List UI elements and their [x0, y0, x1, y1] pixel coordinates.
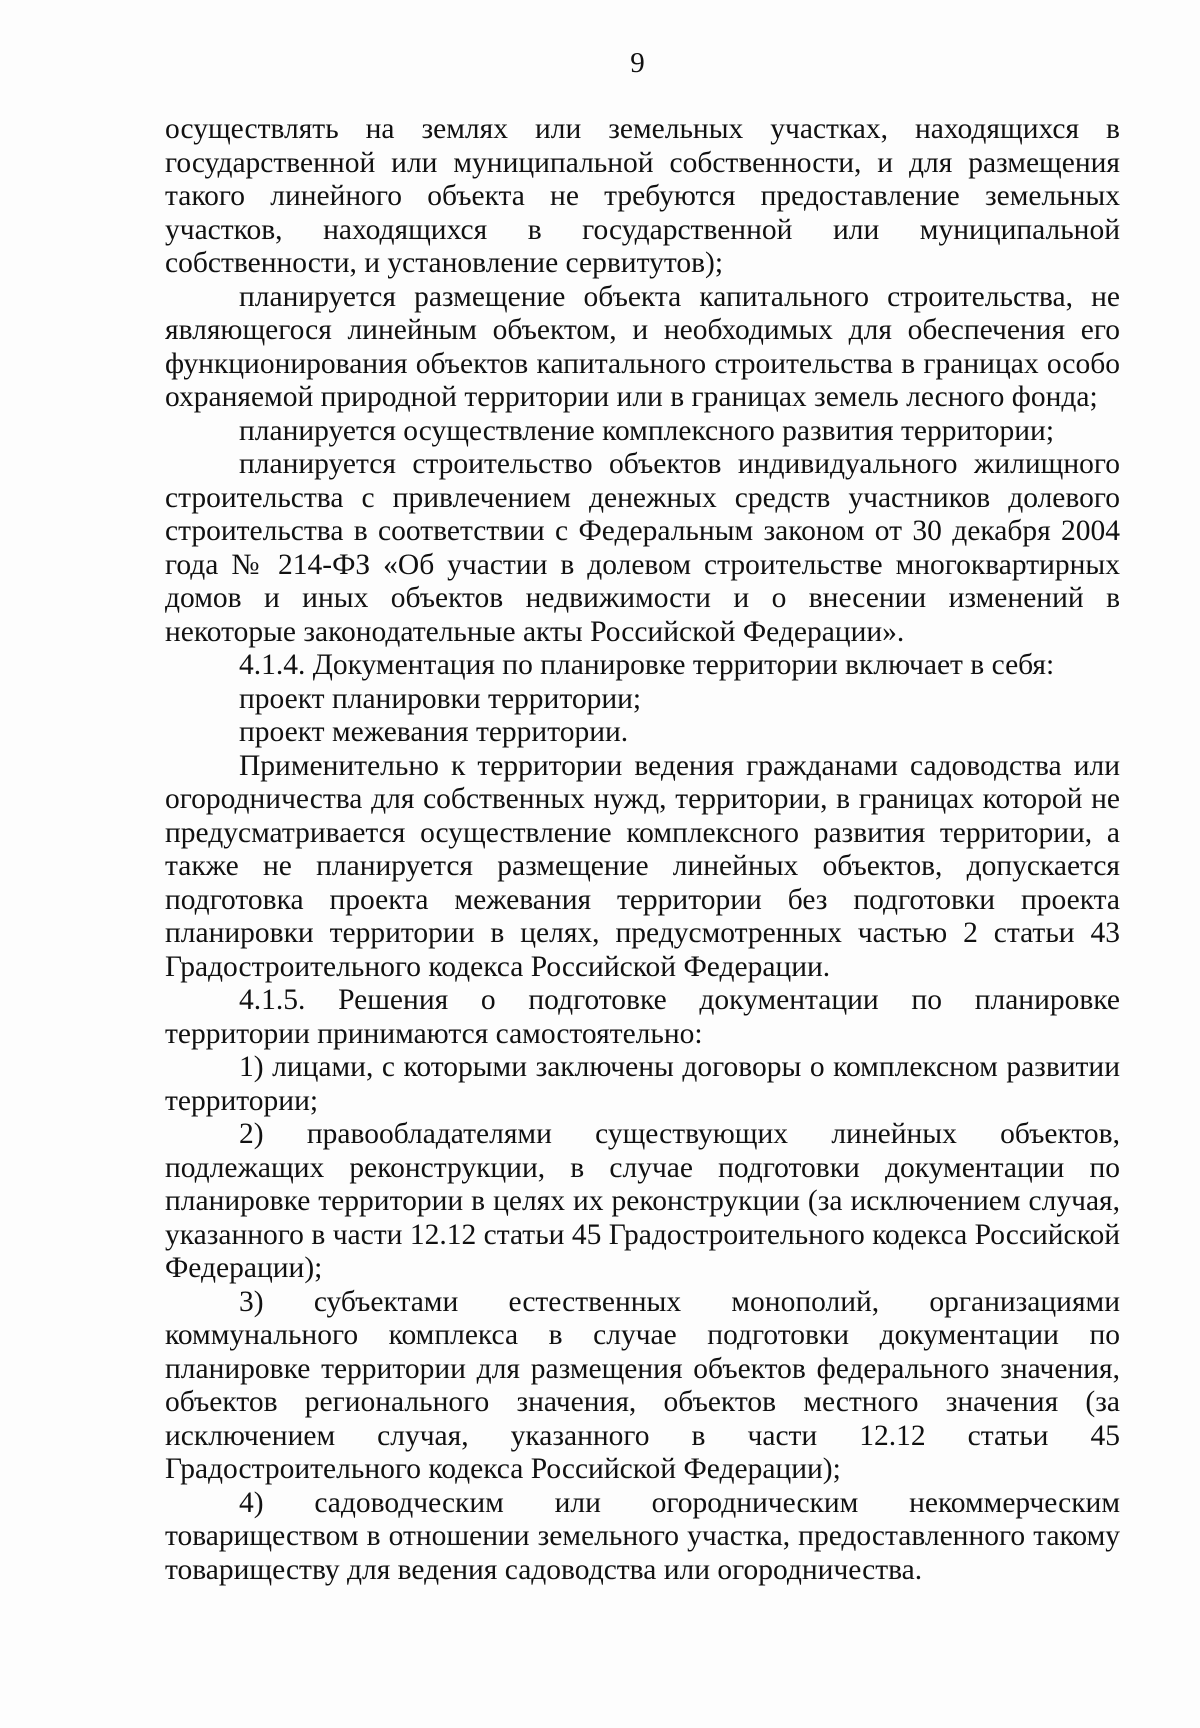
paragraph-4-1-4: 4.1.4. Документация по планировке территории включает в себя: — [239, 649, 1055, 681]
paragraph-individual-housing: планируется строительство объектов индивидуального жилищного строительства с привлечением денежных средств участников долевого строительства в соответствии с Федеральным законом от 30 декабря 2004 года № 214-ФЗ «Об участии в долевом строительстве многоквартирных домов и иных объектов недвижимости и о внесении изменений в некоторые законодательные акты Российской Федерации». — [165, 448, 1120, 648]
list-item-3: 3) субъектами естественных монополий, организациями коммунального комплекса в случае подготовки документации по планировке территории для размещения объектов федерального значения, объектов регионального значения, объектов местного значения (за исключением случая, указанного в части 12.12 статьи 45 Градостроительного кодекса Российской Федерации); — [165, 1285, 1120, 1485]
paragraph-4-1-5: 4.1.5. Решения о подготовке документации по планировке территории принимаются самостоятельно: — [165, 984, 1120, 1050]
paragraph-continuation: осуществлять на землях или земельных участках, находящихся в государственной или муниципальной собственности, и для размещения такого линейного объекта не требуются предоставление земельных участков, находящихся в государственной или муниципальной собственности, и установление сервитутов); — [165, 113, 1120, 279]
list-item-1: 1) лицами, с которыми заключены договоры о комплексном развитии территории; — [165, 1051, 1120, 1117]
paragraph-complex-development: планируется осуществление комплексного развития территории; — [239, 414, 1055, 447]
page-number: 9 — [630, 47, 645, 79]
paragraph-protected-territory: планируется размещение объекта капитального строительства, не являющегося линейным объектом, и необходимых для обеспечения его функционирования объектов капитального строительства в границах особо охраняемой природной территории или в границах земель лесного фонда; — [165, 280, 1120, 413]
list-item-4: 4) садоводческим или огородническим некоммерческим товариществом в отношении земельного участка, предоставленного такому товариществу для ведения садоводства или огородничества. — [165, 1486, 1120, 1586]
document-body — [165, 113, 1120, 1587]
paragraph-planning-project: проект планировки территории; — [239, 682, 642, 715]
list-item-2: 2) правообладателями существующих линейных объектов, подлежащих реконструкции, в случае подготовки документации по планировке территории в целях их реконструкции (за исключением случая, указанного в части 12.12 статьи 45 Градостроительного кодекса Российской Федерации); — [165, 1118, 1120, 1284]
paragraph-gardening-territory: Применительно к территории ведения гражданами садоводства или огородничества для собственных нужд, территории, в границах которой не предусматривается осуществление комплексного развития территории, а также не планируется размещение линейных объектов, допускается подготовка проекта межевания территории без подготовки проекта планировки территории в целях, предусмотренных частью 2 статьи 43 Градостроительного кодекса Российской Федерации. — [165, 749, 1120, 983]
paragraph-surveying-project: проект межевания территории. — [239, 716, 629, 748]
